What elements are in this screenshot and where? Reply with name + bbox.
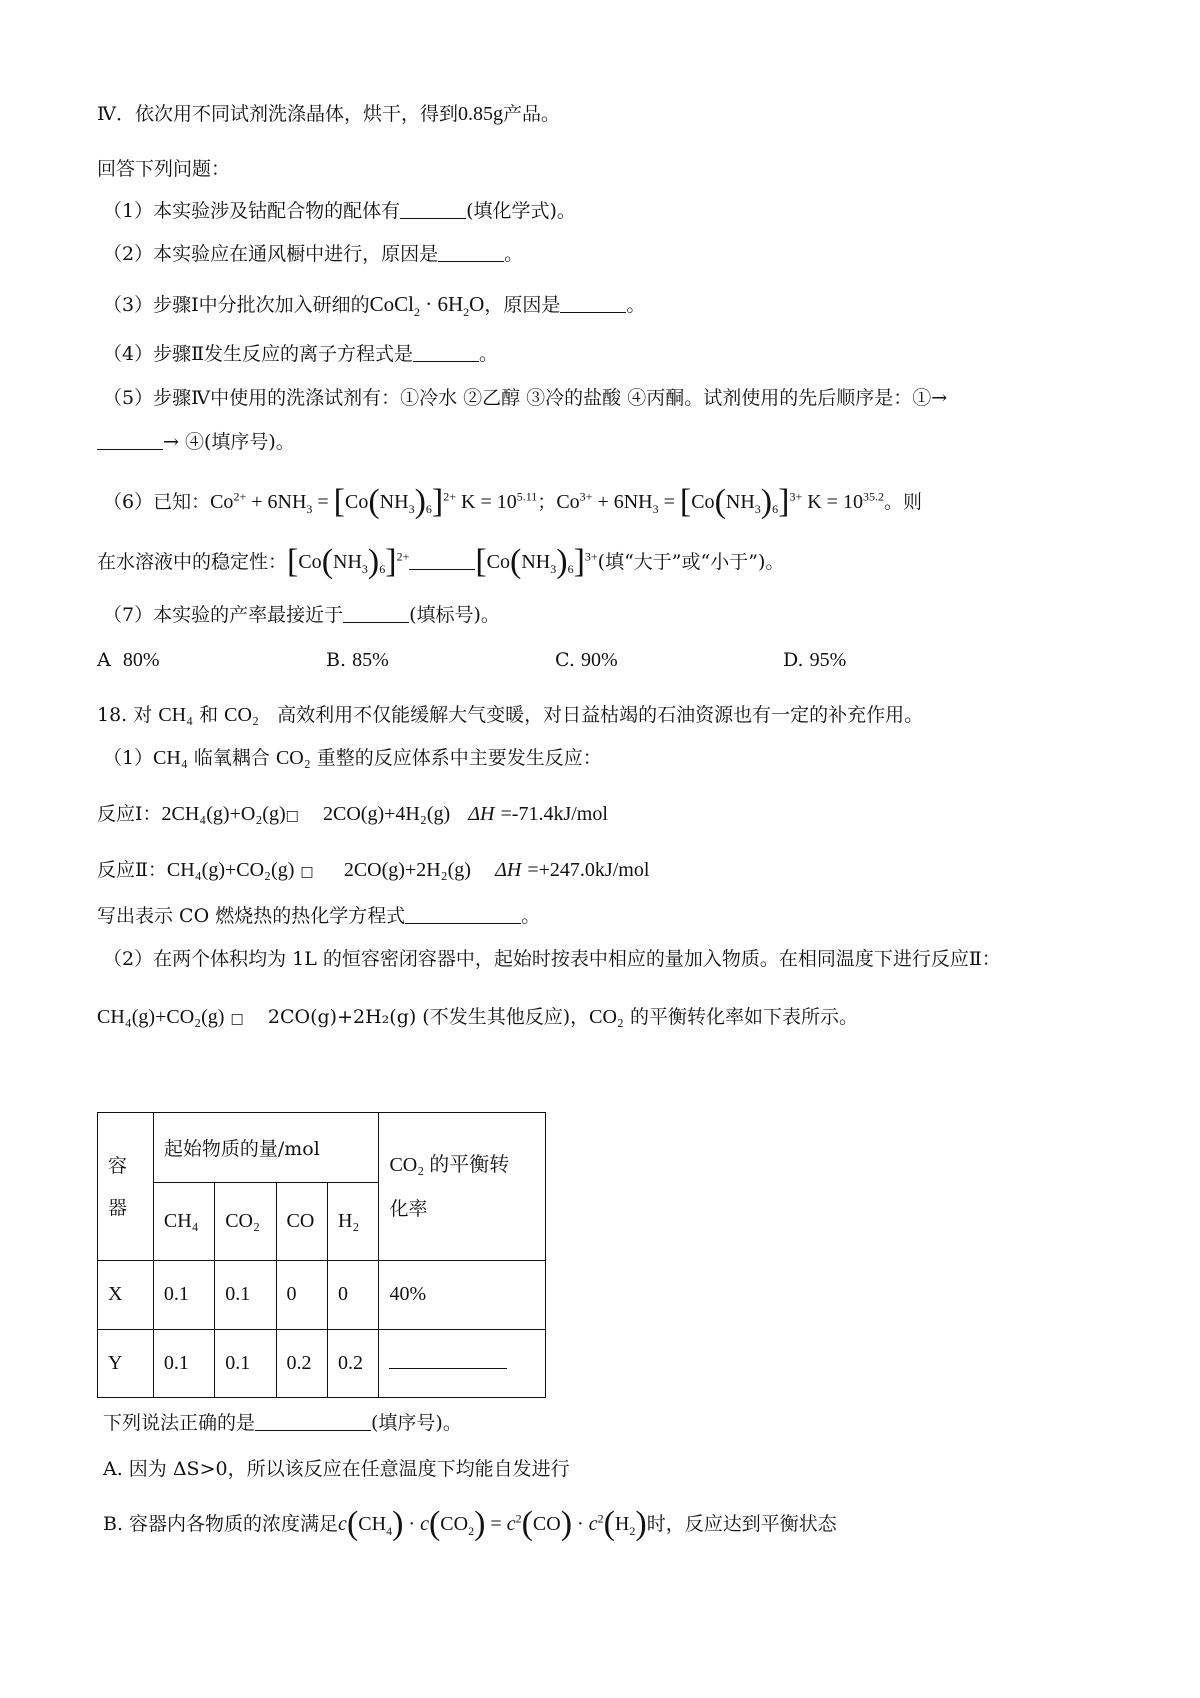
option-value: 95% [809, 649, 847, 671]
option-b-statement[interactable] [103, 1505, 837, 1542]
paren-open: ( [510, 543, 522, 580]
co-post: 。 [521, 905, 541, 927]
option-label: B. [326, 649, 347, 671]
eq-products: 2CO(g)+2H₂(g) (不发生其他反应)， [267, 1006, 590, 1028]
nh3-sub: 3 [306, 502, 313, 516]
r2-label: 反应Ⅱ： [97, 859, 167, 881]
r2-products: 2CO(g)+2H₂(g) [343, 859, 471, 881]
co2-formula: CO₂ [275, 747, 311, 769]
option-b[interactable] [326, 646, 389, 674]
charge: 2+ [233, 489, 247, 504]
delta-h: ΔH [468, 803, 495, 825]
conversion-blank [389, 1352, 507, 1369]
q18-1-number: （1） [103, 747, 154, 769]
cell-conversion: 40% [379, 1261, 546, 1329]
q4-post: 。 [479, 343, 499, 365]
co-blank [405, 905, 521, 924]
ch4-formula: CH₄ [158, 704, 194, 726]
header-conv-line1: CO₂ 的平衡转 [389, 1153, 510, 1176]
cell: 0.1 [153, 1329, 214, 1397]
bracket-close: ] [778, 483, 790, 520]
q6-text: （6）已知： [103, 491, 211, 513]
concentration-equation: $c(CH_4) \cdot c(CO_2) = c^2(CO) \cdot c^2(H_2)$ [338, 1505, 647, 1542]
cell: 0 [327, 1261, 378, 1329]
col-ch4: CH₄ [153, 1182, 214, 1261]
delta-h: ΔH [495, 859, 522, 881]
equilibrium-arrow-icon: □ [285, 808, 299, 824]
col-co: CO [276, 1182, 327, 1261]
q1-text: （1）本实验涉及钴配合物的配体有 [103, 200, 401, 222]
q2-post: 。 [504, 243, 524, 265]
sub3: 3 [550, 562, 557, 576]
question-6-line2 [97, 543, 785, 580]
cell: 0.2 [276, 1329, 327, 1397]
bracket-open: [ [475, 543, 487, 580]
equilibrium-1: $Co^{2+} + 6NH_3 = [Co(NH_3)_6]^{2+}$ $K = 10^{5.11}$ [210, 483, 538, 520]
optb-text: B. 容器内各物质的浓度满足 [103, 1513, 339, 1535]
question-4 [103, 340, 498, 368]
cell: 0.2 [327, 1329, 378, 1397]
cocl2-formula [369, 292, 485, 320]
bracket-close: ] [431, 483, 444, 520]
q3-post: ，原因是 [484, 294, 561, 316]
header-conversion [379, 1113, 546, 1261]
co-ion: Co [210, 491, 234, 513]
option-value: 80% [122, 649, 160, 671]
header-container-text: 容器 [108, 1154, 128, 1219]
complex-charge: 3+ [789, 489, 803, 504]
sub6: 6 [567, 562, 574, 576]
col-co2: CO₂ [215, 1182, 276, 1261]
complex-nh: NH [521, 551, 551, 573]
q6-blank [409, 551, 475, 570]
charge: 2+ [396, 549, 410, 564]
complex-co: Co [486, 551, 511, 573]
question-1 [103, 197, 576, 225]
paren-close: ) [760, 483, 773, 520]
q3-text: （3）步骤Ⅰ中分批次加入研细的 [103, 294, 370, 316]
table-row [98, 1329, 546, 1397]
sub6: 6 [379, 562, 386, 576]
q18-text: 高效利用不仅能缓解大气变暖，对日益枯竭的石油资源也有一定的补充作用。 [277, 704, 924, 726]
yield-options [97, 646, 997, 674]
h2-sub: 2 [463, 305, 470, 320]
bracket-open: [ [679, 483, 692, 520]
option-value: 85% [352, 649, 389, 671]
answer-intro: 回答下列问题： [97, 158, 231, 180]
q2-text: （2）本实验应在通风橱中进行，原因是 [103, 243, 439, 265]
cell-conversion-blank [379, 1329, 546, 1397]
sub6: 6 [772, 502, 779, 516]
q4-blank [413, 343, 479, 362]
cell: 0 [276, 1261, 327, 1329]
sub3: 3 [361, 562, 368, 576]
complex-3plus [475, 543, 598, 580]
nh3: 6NH [613, 491, 653, 513]
question-18-1 [103, 744, 602, 772]
paren-close: ) [414, 483, 426, 520]
reaction-2 [97, 856, 649, 886]
question-18-2-eq [97, 1003, 858, 1033]
cocl-sub: 2 [413, 305, 420, 320]
complex-co: Co [298, 551, 322, 573]
question-5: （5）步骤Ⅳ中使用的洗涤试剂有：①冷水 ②乙醇 ③冷的盐酸 ④丙酮。试剂使用的先后顺序是：①→ [103, 387, 948, 409]
complex-2plus [287, 543, 410, 580]
product-mass: 0.85g [457, 103, 503, 125]
complex-nh: NH [725, 491, 755, 513]
table-row [98, 1113, 546, 1183]
eq-reactants: CH₄(g)+CO₂(g) [97, 1006, 225, 1028]
paren-close: ) [556, 543, 568, 580]
eq-tail: 的平衡转化率如下表所示。 [629, 1006, 858, 1028]
r2-enthalpy: =+247.0kJ/mol [527, 859, 650, 881]
equilibrium-arrow-icon: □ [300, 864, 314, 880]
q18-1-mid: 临氧耦合 [193, 747, 270, 769]
option-c[interactable] [555, 646, 618, 674]
co2-formula: CO₂ [589, 1006, 624, 1028]
k2: K = 10 [807, 491, 863, 513]
option-a[interactable] [97, 646, 160, 674]
co2-formula: CO₂ [224, 704, 259, 726]
q6-line2-post: (填“大于”或“小于”)。 [597, 551, 785, 573]
q5-cont-text: → ④(填序号)。 [163, 431, 295, 453]
q4-text: （4）步骤Ⅱ发生反应的离子方程式是 [103, 343, 414, 365]
r1-products: 2CO(g)+4H₂(g) [323, 803, 451, 825]
paren-open: ( [321, 543, 334, 580]
q3-blank [560, 294, 626, 313]
table-row [98, 1261, 546, 1329]
nh3: 6NH [267, 491, 307, 513]
co-combustion [97, 902, 540, 930]
option-label: A [97, 649, 111, 671]
complex-charge: 2+ [443, 489, 456, 504]
option-a-statement[interactable]: A. 因为 ΔS>0，所以该反应在任意温度下均能自发进行 [103, 1458, 570, 1480]
step4-text: Ⅳ．依次用不同试剂洗涤晶体，烘干，得到 [97, 103, 458, 125]
r1-reactants: 2CH₄(g)+O₂(g) [161, 803, 286, 825]
k1-exp: 5.11 [516, 489, 538, 504]
q1-blank [400, 200, 466, 219]
complex-co: Co [345, 491, 369, 513]
option-d[interactable] [783, 646, 846, 674]
paren-open: ( [368, 483, 380, 520]
conversion-table [97, 1112, 546, 1398]
correct-text: 下列说法正确的是 [103, 1412, 256, 1434]
ch4-formula: CH₄ [153, 747, 188, 769]
cell: 0.1 [215, 1329, 276, 1397]
hydrate-text: · 6H [419, 292, 464, 316]
bracket-close: ] [385, 543, 397, 580]
option-value: 90% [580, 649, 618, 671]
sub3: 3 [754, 502, 761, 516]
q5-blank [97, 431, 163, 450]
option-label: C. [555, 649, 575, 671]
correct-blank [255, 1412, 371, 1431]
q7-post: (填标号)。 [409, 604, 500, 626]
question-5-cont [97, 428, 295, 456]
option-label: D. [783, 649, 804, 671]
header-start-amount [153, 1113, 379, 1183]
q6-line2-text: 在水溶液中的稳定性： [97, 551, 288, 573]
question-6: （6）已知：$Co^{2+} + 6NH_3 = [Co(NH_3)_6]^{2+}$ $K = 10^{5.11}$；$Co^{3+} + 6NH_3 = [Co(NH_3)_6]^{3+}$ $K = 10^{35.2}$。则 [103, 483, 922, 520]
header-start-text: 起始物质的量/mol [163, 1137, 320, 1160]
q6-then: 。则 [883, 491, 922, 513]
question-2 [103, 240, 523, 268]
q18-1-text: 重整的反应体系中主要发生反应： [316, 747, 602, 769]
complex-nh: NH [379, 491, 409, 513]
cell: 0.1 [215, 1261, 276, 1329]
q7-blank [343, 604, 409, 623]
nh3-sub: 3 [652, 502, 659, 516]
k2-exp: 35.2 [862, 489, 884, 504]
equilibrium-2: $Co^{3+} + 6NH_3 = [Co(NH_3)_6]^{3+}$ $K = 10^{35.2}$ [556, 483, 884, 520]
r1-label: 反应Ⅰ： [97, 803, 162, 825]
r1-enthalpy: =-71.4kJ/mol [500, 803, 608, 825]
q3-end: 。 [626, 294, 646, 316]
header-conv-line2: 化率 [389, 1197, 428, 1220]
q18-number: 18. 对 [97, 704, 153, 726]
co-text: 写出表示 CO 燃烧热的热化学方程式 [97, 905, 406, 927]
q1-post: (填化学式)。 [466, 200, 576, 222]
k1: K = 10 [461, 491, 517, 513]
correct-statement [103, 1409, 462, 1437]
step4-end: 产品。 [502, 103, 560, 125]
bracket-open: [ [287, 543, 299, 580]
paren-close: ) [367, 543, 380, 580]
sub6: 6 [425, 502, 432, 516]
charge: 3+ [584, 549, 598, 564]
question-18-2: （2）在两个体积均为 1L 的恒容密闭容器中，起始时按表中相应的量加入物质。在相同温度下进行反应Ⅱ： [103, 948, 1001, 970]
equilibrium-arrow-icon: □ [230, 1011, 244, 1027]
question-3 [103, 290, 645, 319]
cocl-text: CoCl [369, 292, 414, 316]
q7-text: （7）本实验的产率最接近于 [103, 604, 344, 626]
paren-open: ( [714, 483, 726, 520]
question-7 [103, 601, 500, 629]
co-ion: Co [556, 491, 580, 513]
complex-co: Co [691, 491, 715, 513]
sub3: 3 [408, 502, 415, 516]
bracket-open: [ [333, 483, 345, 520]
step4-line [97, 100, 560, 128]
r2-reactants: CH₄(g)+CO₂(g) [166, 859, 295, 881]
reaction-1 [97, 800, 608, 830]
complex-nh: NH [333, 551, 362, 573]
o-text: O [469, 292, 485, 316]
cell: 0.1 [153, 1261, 214, 1329]
charge: 3+ [579, 489, 593, 504]
row-name: Y [98, 1329, 154, 1397]
row-name: X [98, 1261, 154, 1329]
q2-blank [438, 243, 504, 262]
optb-post: 时，反应达到平衡状态 [646, 1513, 837, 1535]
bracket-close: ] [573, 543, 585, 580]
col-h2: H₂ [327, 1182, 378, 1261]
correct-post: (填序号)。 [371, 1412, 462, 1434]
header-container [98, 1113, 154, 1261]
question-18: 18. 对 CH₄ 和 CO₂ 高效利用不仅能缓解大气变暖，对日益枯竭的石油资源也有一定的补充作用。 [97, 704, 924, 726]
